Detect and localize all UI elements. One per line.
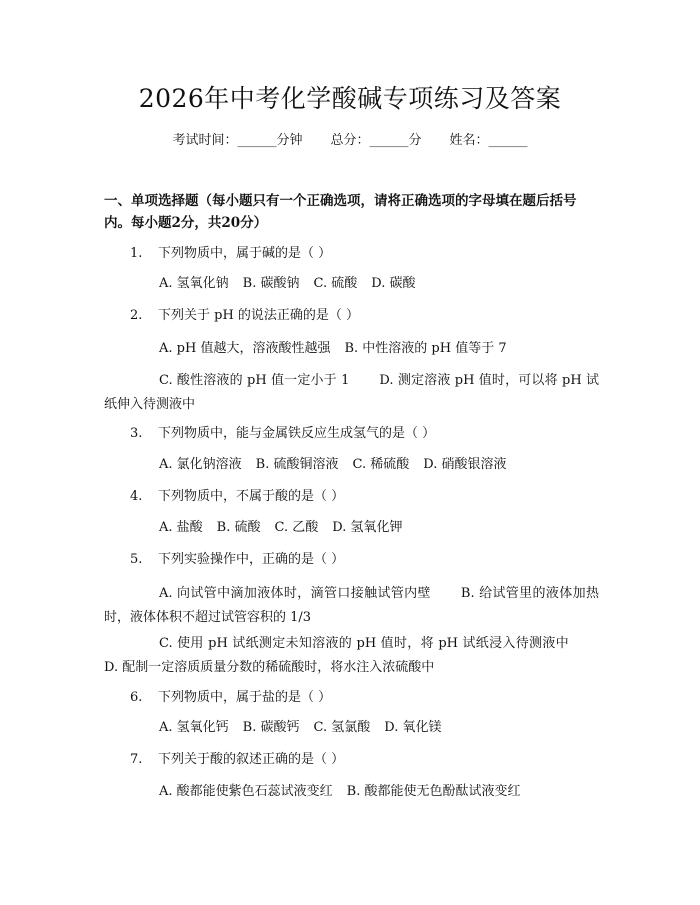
question-stem [130, 306, 600, 326]
option-c: C. 硫酸 [313, 276, 358, 291]
page-title: 2026年中考化学酸碱专项练习及答案 [138, 84, 562, 113]
option-a: A. 氯化钠溶液 [159, 457, 242, 472]
option-b: B. 给试管里的液体加热时，液体体积不超过试管容积的 1/3 [104, 586, 599, 625]
section-heading: 一、单项选择题（每小题只有一个正确选项，请将正确选项的字母填在题后括号内。每小题2分，共20分） [104, 193, 577, 231]
question-options [104, 582, 599, 630]
question-text: 下列实验操作中，正确的是（ ） [158, 552, 345, 567]
question-options [104, 272, 599, 296]
question-number: 2. [130, 308, 143, 323]
question-text: 下列物质中，属于碱的是（ ） [158, 246, 332, 261]
option-c: C. 酸性溶液的 pH 值一定小于 1 [159, 373, 350, 388]
question-text: 下列关于 pH 的说法正确的是（ ） [158, 308, 360, 323]
question-options [104, 369, 599, 417]
question-stem [130, 244, 600, 264]
option-b: B. 中性溶液的 pH 值等于 7 [344, 341, 507, 356]
option-a: A. 向试管中滴加液体时，滴管口接触试管内壁 [159, 586, 431, 601]
question-number: 6. [130, 690, 143, 705]
question-number: 1. [130, 246, 143, 261]
score-field: 总分：______分 [330, 133, 422, 148]
name-field: 姓名：______ [449, 133, 528, 148]
option-a: A. 酸都能使紫色石蕊试液变红 [159, 784, 333, 799]
question-stem [130, 424, 600, 444]
option-c: C. 使用 pH 试纸测定未知溶液的 pH 值时，将 pH 试纸浸入待测液中 [159, 636, 569, 651]
question-stem [130, 550, 600, 570]
option-d: D. 测定溶液 pH 值时，可以将 pH 试纸伸入待测液中 [104, 373, 599, 412]
time-field: 考试时间：______分钟 [172, 133, 303, 148]
option-d: D. 氢氧化钾 [332, 520, 403, 535]
question-options [104, 516, 599, 540]
option-b: B. 碳酸钙 [242, 720, 300, 735]
question-number: 4. [130, 489, 143, 504]
option-b: B. 硫酸 [216, 520, 261, 535]
option-d: D. 氧化镁 [384, 720, 442, 735]
option-a: A. 氢氧化钠 [159, 276, 229, 291]
question-stem [130, 750, 600, 770]
question-number: 7. [130, 752, 143, 767]
option-d: D. 碳酸 [371, 276, 416, 291]
option-b: B. 硫酸铜溶液 [255, 457, 339, 472]
question-stem [130, 688, 600, 708]
question-number: 5. [130, 552, 143, 567]
question-options [104, 632, 599, 680]
exam-info-line [0, 131, 700, 151]
question-text: 下列物质中，属于盐的是（ ） [158, 690, 332, 705]
question-options [104, 716, 599, 740]
option-c: C. 氢氯酸 [313, 720, 371, 735]
question-text: 下列物质中，不属于酸的是（ ） [158, 489, 345, 504]
question-options [104, 453, 599, 477]
option-b: B. 酸都能使无色酚酞试液变红 [346, 784, 521, 799]
option-c: C. 稀硫酸 [352, 457, 410, 472]
question-number: 3. [130, 426, 143, 441]
option-a: A. pH 值越大，溶液酸性越强 [159, 341, 331, 356]
option-d: D. 配制一定溶质质量分数的稀硫酸时，将水注入浓硫酸中 [104, 660, 435, 675]
question-stem [130, 487, 600, 507]
question-options [104, 780, 599, 804]
option-a: A. 氢氧化钙 [159, 720, 229, 735]
option-a: A. 盐酸 [159, 520, 203, 535]
option-c: C. 乙酸 [274, 520, 319, 535]
question-text: 下列关于酸的叙述正确的是（ ） [158, 752, 345, 767]
question-text: 下列物质中，能与金属铁反应生成氢气的是（ ） [158, 426, 436, 441]
option-b: B. 碳酸钠 [242, 276, 300, 291]
option-d: D. 硝酸银溶液 [423, 457, 507, 472]
question-options [104, 337, 599, 361]
